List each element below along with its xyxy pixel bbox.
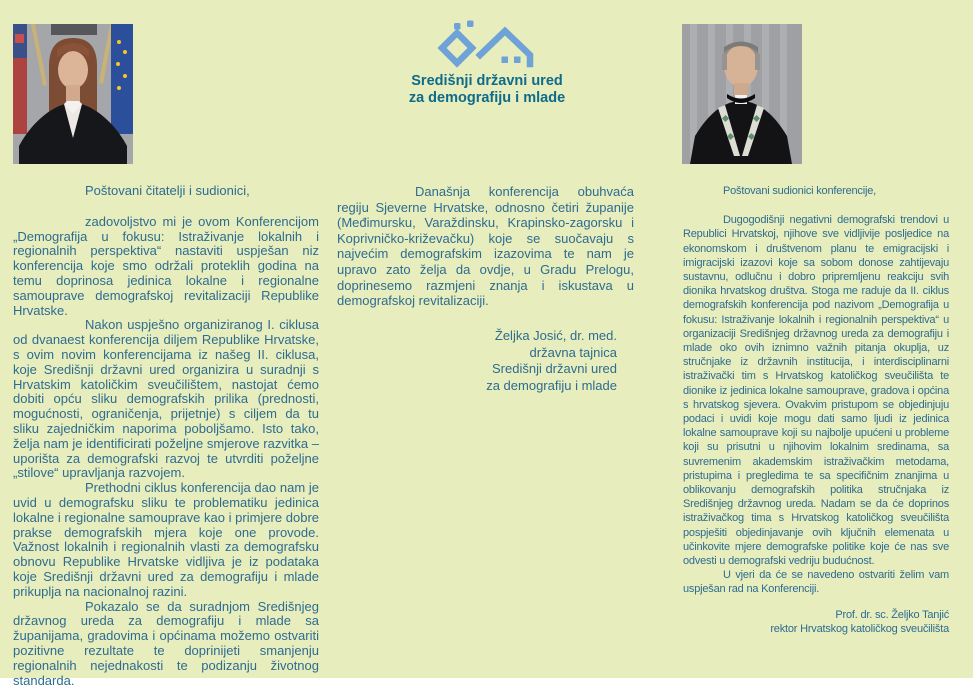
signature-name: Željka Josić, dr. med. [494, 327, 617, 343]
portrait-cleric-image [682, 24, 802, 164]
ministry-logo [336, 19, 638, 107]
signature-rector [683, 608, 949, 636]
photo-state-secretary [13, 24, 133, 164]
right-paragraph-1: Dugogodišnji negativni demografski trendovi u Republici Hrvatskoj, njihove sve vidljivije posljedice na ekonomskom i društvenom planu te emigracijski i imigracijski izazovi koje sa sobom donose zahtijevaju sustavnu, odlučnu i dobro pripremljenu reakciju svih dionika hrvatskog društva. Stoga me raduje da II. ciklus demografskih konferencija pod nazivom „Demografija u fokusu: Istraživanje lokalnih i regionalnih perspektiva“ u organizaciji Središnjeg državnog ureda za demografiju i mlade oko ovih iznimno važnih pitanja okuplja, uz stručnjake iz državnih institucija, i interdisciplinarni istraživački tim s Hrvatskog katoličkog sveučilišta te dionike iz jedinica lokalne samouprave, gradova i općina s hrvatskog sjevera. Ovakvim pristupom se objedinjuju podaci i uvidi koje mogu dati samo ljudi iz jedinica lokalne samouprave koji su najbolje upućeni u probleme koji su prisutni u njihovim lokalnim sredinama, sa suvremenim akademskim istraživačkim metodama, pristupima i pregledima te sa specifičnim znanjima u oblikovanju demografskih politika stručnjaka iz Središnjeg državnog ureda. Nadam se da će doprinos istraživačkog tima s Hrvatskog katoličkog sveučilišta pospješiti objedinjavanje ovih ključnih elemenata u učinkovite mjere demografske politike koje će nas sve odvesti u demografski vedriju budućnost. [683, 214, 949, 568]
column-center [337, 184, 634, 395]
left-paragraph-3: Prethodni ciklus konferencija dao nam je uvid u demografsku sliku te problematiku jedinica lokalne i regionalne samouprave kao i primjere dobre prakse demografskih mjera koje one provode. Važnost lokalnih i regionalnih vlasti za demografsku obnovu Republike Hrvatske vidljiva je iz podataka koje Središnji državni ured za demografiju i mlade prikuplja na nacionalnoj razini. [13, 480, 319, 599]
photo-rector [682, 24, 802, 164]
column-left [13, 184, 319, 688]
signature-state-secretary [337, 328, 634, 395]
ministry-logo-icon [437, 19, 537, 71]
center-paragraph-1: Današnja konferencija obuhvaća regiju Sjeverne Hrvatske, odnosno četiri županije (Međimursku, Varaždinsku, Krapinsko-zagorsku i Koprivničko-križevačku) koje se suočavaju s najvećim demografskim izazovima te nam je upravo zato želja da ovdje, u Gradu Prelogu, doprinesemo razmjeni znanja i iskustava u demografskoj revitalizaciji. [337, 184, 634, 309]
ministry-name-line2: za demografiju i mlade [408, 90, 566, 106]
ministry-name-line1: Središnji državni ured [411, 73, 563, 89]
column-right [683, 184, 949, 636]
signature-title: državna tajnica [529, 344, 617, 360]
left-paragraph-4: Pokazalo se da suradnjom Središnjeg državnog ureda za demografiju i mlade sa županijama, gradovima i općinama možemo ostvariti pozitivne rezultate te doprinijeti smanjenju regionalnih nejednakosti te podizanju životnog standarda. [13, 598, 319, 688]
ministry-name [336, 73, 638, 107]
left-paragraph-1: zadovoljstvo mi je ovom Konferencijom „Demografija u fokusu: Istraživanje lokalnih i regionalnih perspektiva“ nastaviti uspješan niz konferencija koje smo održali proteklih godina na temu doprinosa jedinica lokalne i regionalne samouprave demografskoj revitalizaciji Republike Hrvatske. [13, 213, 319, 318]
left-paragraph-2: Nakon uspješno organiziranog I. ciklusa od dvanaest konferencija diljem Republike Hrvatske, s ovim novim konferencijama iz našeg II. ciklusa, koje Središnji državni ured organizira u suradnji s Hrvatskim katoličkim sveučilištem, nastojat ćemo dobiti opću sliku demografskih prilika (prednosti, mogućnosti, ograničenja, prijetnje) s ciljem da tu sliku zajedničkim naporima poboljšamo. Isto tako, želja nam je identificirati poželjne smjerove razvitka – uporišta za demografski razvoj te utvrditi poželjne „stilove“ upravljanja razvojem. [13, 317, 319, 481]
greeting-left: Poštovani čitatelji i sudionici, [85, 183, 250, 198]
signature-office-line2: za demografiju i mlade [486, 378, 617, 394]
signature-rector-title: rektor Hrvatskog katoličkog sveučilišta [770, 622, 949, 635]
right-paragraph-2: U vjeri da će se navedeno ostvariti želim vam uspješan rad na Konferenciji. [683, 569, 949, 596]
portrait-woman-flags-image [13, 24, 133, 164]
greeting-right: Poštovani sudionici konferencije, [723, 185, 876, 197]
signature-rector-name: Prof. dr. sc. Željko Tanjić [835, 608, 949, 621]
signature-office-line1: Središnji državni ured [491, 361, 617, 377]
